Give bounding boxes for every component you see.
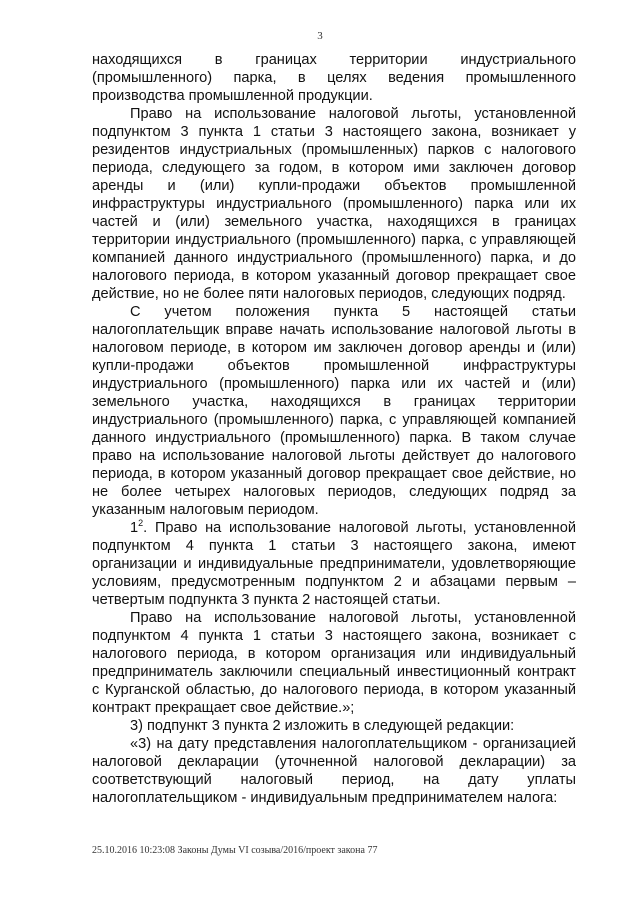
document-body: [92, 51, 576, 807]
page-number: 3: [317, 30, 323, 42]
item-number-superscript: 2: [138, 518, 144, 529]
item-number: 1: [130, 520, 139, 536]
paragraph: находящихся в границах территории индустриального (промышленного) парка, в целях ведения промышленного производства промышленной продукции.: [92, 52, 576, 104]
paragraph-text: . Право на использование налоговой льготы, установленной подпунктом 4 пункта 1 статьи 3 настоящего закона, имеют организации и индивидуальные предприниматели, удовлетворяющие условиям, предусмотренным подпунктом 2 и абзацами первым – четвертым подпункта 3 пункта 2 настоящей статьи.: [92, 520, 576, 608]
paragraph: С учетом положения пункта 5 настоящей статьи налогоплательщик вправе начать использование налоговой льготы в налоговом периоде, в котором им заключен договор аренды и (или) купли-продажи объектов промышленной инфраструктуры индустриального (промышленного) парка или их частей и (или) земельного участка, находящихся в границах территории индустриального (промышленного) парка, с управляющей компанией данного индустриального (промышленного) парка. В таком случае право на использование налоговой льготы действует до налогового периода, в котором указанный договор прекращает свое действие, но не более четырех налоговых периодов, следующих подряд за указанным налоговым периодом.: [92, 304, 576, 518]
paragraph-item-1-2: [92, 519, 576, 609]
paragraph: «3) на дату представления налогоплательщиком - организацией налоговой декларации (уточненной налоговой декларации) за соответствующий налоговый период, на дату уплаты налогоплательщиком - индивидуальным предпринимателем налога:: [92, 736, 576, 806]
paragraph: Право на использование налоговой льготы, установленной подпунктом 3 пункта 1 статьи 3 настоящего закона, возникает у резидентов индустриальных (промышленных) парков с налогового периода, следующего за годом, в котором ими заключен договор аренды и (или) купли-продажи объектов промышленной инфраструктуры индустриального (промышленного) парка или их частей и (или) земельного участка, находящихся в границах территории индустриального (промышленного) парка, с управляющей компанией данного индустриального (промышленного) парка, и до налогового периода, в котором указанный договор прекращает свое действие, но не более пяти налоговых периодов, следующих подряд.: [92, 106, 576, 302]
footer-file-stamp: 25.10.2016 10:23:08 Законы Думы VI созыва/2016/проект закона 77: [92, 845, 378, 856]
paragraph: 3) подпункт 3 пункта 2 изложить в следующей редакции:: [130, 718, 515, 734]
paragraph: Право на использование налоговой льготы, установленной подпунктом 4 пункта 1 статьи 3 настоящего закона, возникает с налогового периода, в котором организация или индивидуальный предприниматель заключили специальный инвестиционный контракт с Курганской областью, до налогового периода, в котором указанный контракт прекращает свое действие.»;: [92, 610, 576, 716]
